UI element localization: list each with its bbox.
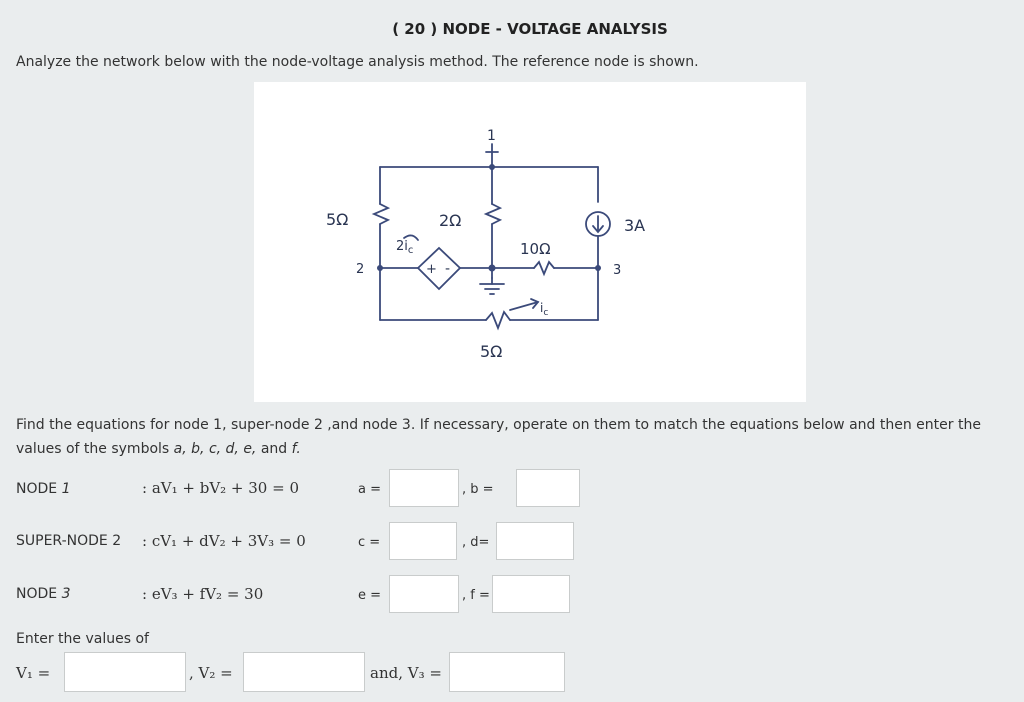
v1-label: V₁ = (16, 664, 51, 682)
circuit-figure (254, 82, 806, 402)
label-minus: - (445, 261, 451, 277)
supernode2-label: SUPER-NODE 2 (16, 533, 122, 549)
c-input[interactable] (389, 522, 457, 560)
label-node1: 1 (487, 128, 496, 144)
d-label: , d= (462, 535, 490, 550)
c-label: c = (358, 535, 381, 550)
e-input[interactable] (389, 575, 459, 613)
b-label: , b = (462, 482, 494, 497)
label-dep-source: $2i_c$ (396, 239, 414, 256)
label-r2: 2Ω (439, 211, 462, 230)
f-input[interactable] (492, 575, 570, 613)
label-r3: 10Ω (520, 240, 551, 258)
label-ic: $i_c$ (540, 301, 549, 318)
label-3a: 3A (624, 216, 646, 235)
instructions (16, 413, 1020, 461)
circuit-diagram (254, 82, 806, 402)
node1-label: NODE 1 (16, 481, 71, 497)
label-node3: 3 (613, 263, 622, 278)
resistor-5ohm-bottom (486, 312, 510, 328)
resistor-10ohm (534, 262, 554, 274)
label-node2: 2 (356, 262, 365, 277)
node3-equation: : eV₃ + fV₂ = 30 (142, 585, 264, 603)
f-label: , f = (462, 588, 490, 603)
d-input[interactable] (496, 522, 574, 560)
values-prompt: Enter the values of (16, 631, 149, 647)
page-title: ( 20 ) NODE - VOLTAGE ANALYSIS (392, 20, 668, 38)
v2-label: , V₂ = (189, 664, 233, 682)
supernode2-equation: : cV₁ + dV₂ + 3V₃ = 0 (142, 532, 306, 550)
b-input[interactable] (516, 469, 580, 507)
v3-label: and, V₃ = (370, 664, 442, 682)
a-label: a = (358, 482, 381, 497)
node3-label: NODE 3 (16, 586, 71, 602)
label-r1: 5Ω (326, 210, 349, 229)
e-label: e = (358, 588, 382, 603)
v2-input[interactable] (243, 652, 365, 692)
instructions-line1: Find the equations for node 1, super-node 2 ,and node 3. If necessary, operate on them to match the equations below and then enter the (16, 417, 981, 433)
dependent-source (418, 248, 460, 289)
resistor-2ohm (486, 204, 500, 224)
node1-equation: : aV₁ + bV₂ + 30 = 0 (142, 479, 300, 497)
instructions-line2: values of the symbols a, b, c, d, e, and f. (16, 441, 301, 457)
problem-intro: Analyze the network below with the node-voltage analysis method. The reference node is shown. (16, 54, 699, 70)
label-plus: + (426, 262, 437, 277)
v1-input[interactable] (64, 652, 186, 692)
resistor-5ohm-left (374, 204, 388, 224)
label-r4: 5Ω (480, 342, 503, 361)
v3-input[interactable] (449, 652, 565, 692)
a-input[interactable] (389, 469, 459, 507)
